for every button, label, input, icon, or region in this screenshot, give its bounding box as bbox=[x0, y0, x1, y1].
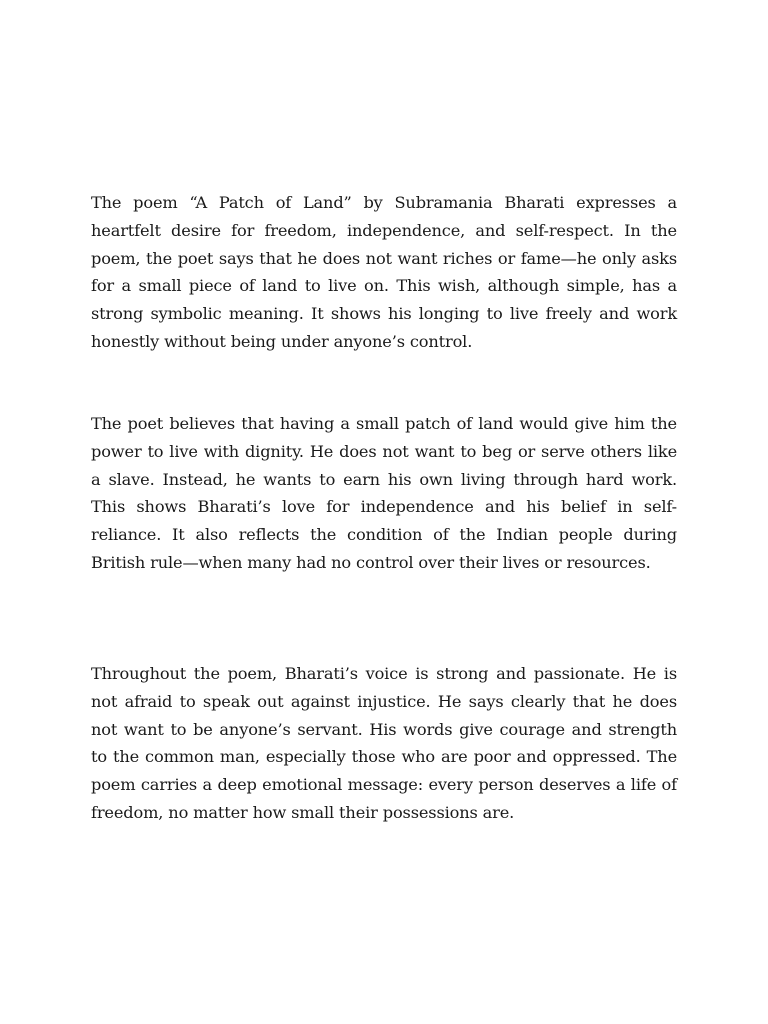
paragraph-voice: Throughout the poem, Bharati’s voice is strong and passionate. He is not afraid to speak out against injustice. He says clearly that he does not want to be anyone’s servant. His words give courage and strength to the common man, especially those who are poor and oppressed. The poem carries a deep emotional message: every person deserves a life of freedom, no matter how small their possessions are. bbox=[91, 664, 677, 822]
paragraph-intro: The poem “A Patch of Land” by Subramania Bharati expresses a heartfelt desire for freedom, independence, and self-respect. In the poem, the poet says that he does not want riches or fame—he only asks for a small piece of land to live on. This wish, although simple, has a strong symbolic meaning. It shows his longing to live freely and work honestly without being under anyone’s control. bbox=[91, 193, 677, 351]
paragraph-dignity: The poet believes that having a small patch of land would give him the power to live with dignity. He does not want to beg or serve others like a slave. Instead, he wants to earn his own living through hard work. This shows Bharati’s love for independence and his belief in self-reliance. It also reflects the condition of the Indian people during British rule—when many had no control over their lives or resources. bbox=[91, 414, 677, 572]
